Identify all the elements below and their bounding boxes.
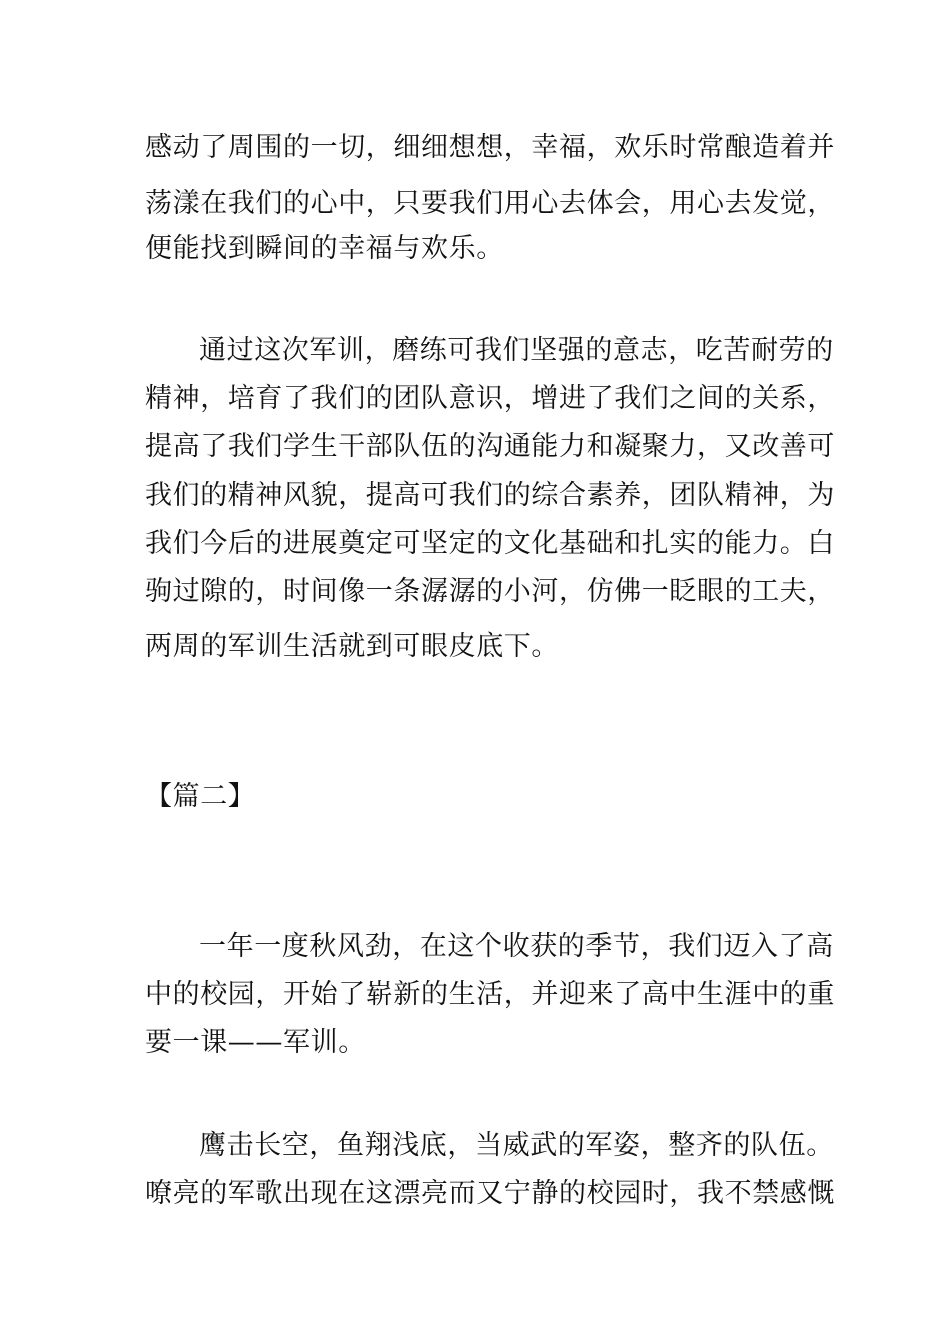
- section-heading: 【篇二】: [145, 781, 256, 812]
- paragraph-2-line-6: 驹过隙的，时间像一条潺潺的小河，仿佛一眨眼的工夫，: [145, 576, 835, 607]
- paragraph-3-line-3: 要一课——军训。: [145, 1027, 366, 1058]
- paragraph-2-line-2: 精神，培育了我们的团队意识，增进了我们之间的关系，: [145, 383, 835, 414]
- paragraph-2-line-3: 提高了我们学生干部队伍的沟通能力和凝聚力，又改善可: [145, 431, 835, 462]
- paragraph-2-line-4: 我们的精神风貌，提高可我们的综合素养，团队精神，为: [145, 480, 835, 511]
- paragraph-2-line-5: 我们今后的进展奠定可坚定的文化基础和扎实的能力。白: [145, 528, 835, 559]
- paragraph-3-line-1: 一年一度秋风劲，在这个收获的季节，我们迈入了高: [199, 931, 834, 962]
- paragraph-4-line-2: 嘹亮的军歌出现在这漂亮而又宁静的校园时，我不禁感慨: [145, 1178, 835, 1209]
- paragraph-1-line-1: 感动了周围的一切，细细想想，幸福，欢乐时常酿造着并: [145, 132, 835, 163]
- paragraph-2-line-7: 两周的军训生活就到可眼皮底下。: [145, 631, 559, 662]
- paragraph-1-line-3: 便能找到瞬间的幸福与欢乐。: [145, 233, 504, 264]
- paragraph-3-line-2: 中的校园，开始了崭新的生活，并迎来了高中生涯中的重: [145, 979, 835, 1010]
- paragraph-1-line-2: 荡漾在我们的心中，只要我们用心去体会，用心去发觉，: [145, 188, 835, 219]
- paragraph-2-line-1: 通过这次军训，磨练可我们坚强的意志，吃苦耐劳的: [199, 335, 834, 366]
- paragraph-4-line-1: 鹰击长空，鱼翔浅底，当威武的军姿，整齐的队伍。: [199, 1130, 834, 1161]
